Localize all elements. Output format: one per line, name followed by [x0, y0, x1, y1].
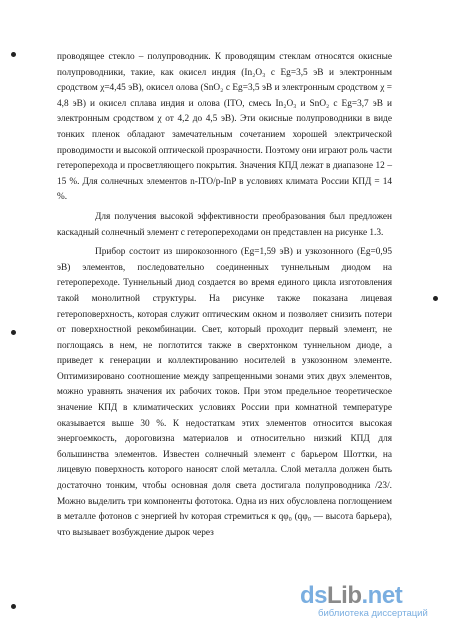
margin-dot-bottom [11, 604, 16, 609]
watermark-tagline: библиотека диссертаций [318, 608, 428, 619]
dslib-watermark [300, 582, 432, 622]
paragraph-1: проводящее стекло – полупроводник. К проводящим стеклам относятся окисные полупроводники, такие, как окисел индия (In₂O₃ с Eg=3,5 эВ и электронным сродством χ=4,45 эВ), окисел олова (SnO₂ с Eg=3,5 эВ и электронным сродством χ = 4,8 эВ) и окисел сплава индия и олова (ITO, смесь In₂O₃ и SnO₂ с Eg=3,7 эВ и электронным сродством χ от 4,2 до 4,5 эВ). Эти окисные полупроводники в виде тонких пленок обладают замечательным сочетанием хорошей электрической проводимости и высокой оптической прозрачности. Поэтому они играют роль части гетероперехода и просветляющего покрытия. Значения КПД лежат в диапазоне 12 – 15 %. Для солнечных элементов n-ITO/p-InP в условиях климата России КПД = 14 %. [57, 52, 392, 203]
body-text [57, 50, 392, 541]
margin-dot-middle [11, 330, 16, 335]
margin-dot-top [11, 52, 16, 57]
dslib-logo: dsLib.net [300, 582, 403, 609]
paragraph-2: Для получения высокой эффективности преобразования был предложен каскадный солнечный элемент с гетеропереходами он представлен на рисунке 1.3. [57, 211, 392, 238]
paragraph-3: Прибор состоит из широкозонного (Eg=1,59 эВ) и узкозонного (Eg=0,95 эВ) элементов, последовательно соединенных туннельным диодом на гетеропереходе. Туннельный диод создается во время единого цикла изготовления такой монолитной структуры. На рисунке также показана лицевая гетероповерхность, которая служит оптическим окном и позволяет снизить потери от поверхностной рекомбинации. Свет, который проходит первый элемент, не поглощаясь в нем, не поглотится также в сверхтонком туннельном диоде, а приведет к генерации и коллектированию носителей в узкозонном элементе. Оптимизировано соотношение между запрещенными зонами этих двух элементов, можно уравнять значения их рабочих токов. При этом предельное теоретическое значение КПД в климатических условиях России при комнатной температуре оказывается выше 30 %. К недостаткам этих элементов относится высокая энергоемкость, дороговизна материалов и относительно низкий КПД для большинства элементов. Известен солнечный элемент с барьером Шоттки, на лицевую поверхность которого наносят слой металла. Слой металла должен быть достаточно тонким, чтобы основная доля света достигала полупроводника /23/. Можно выделить три компоненты фототока. Одна из них обусловлена поглощением в металле фотонов с энергией hν которая стремиться к qφ₀ (qφ₀ — высота барьера), что вызывает возбуждение дырок через [57, 247, 392, 538]
margin-dot-right [433, 296, 438, 301]
